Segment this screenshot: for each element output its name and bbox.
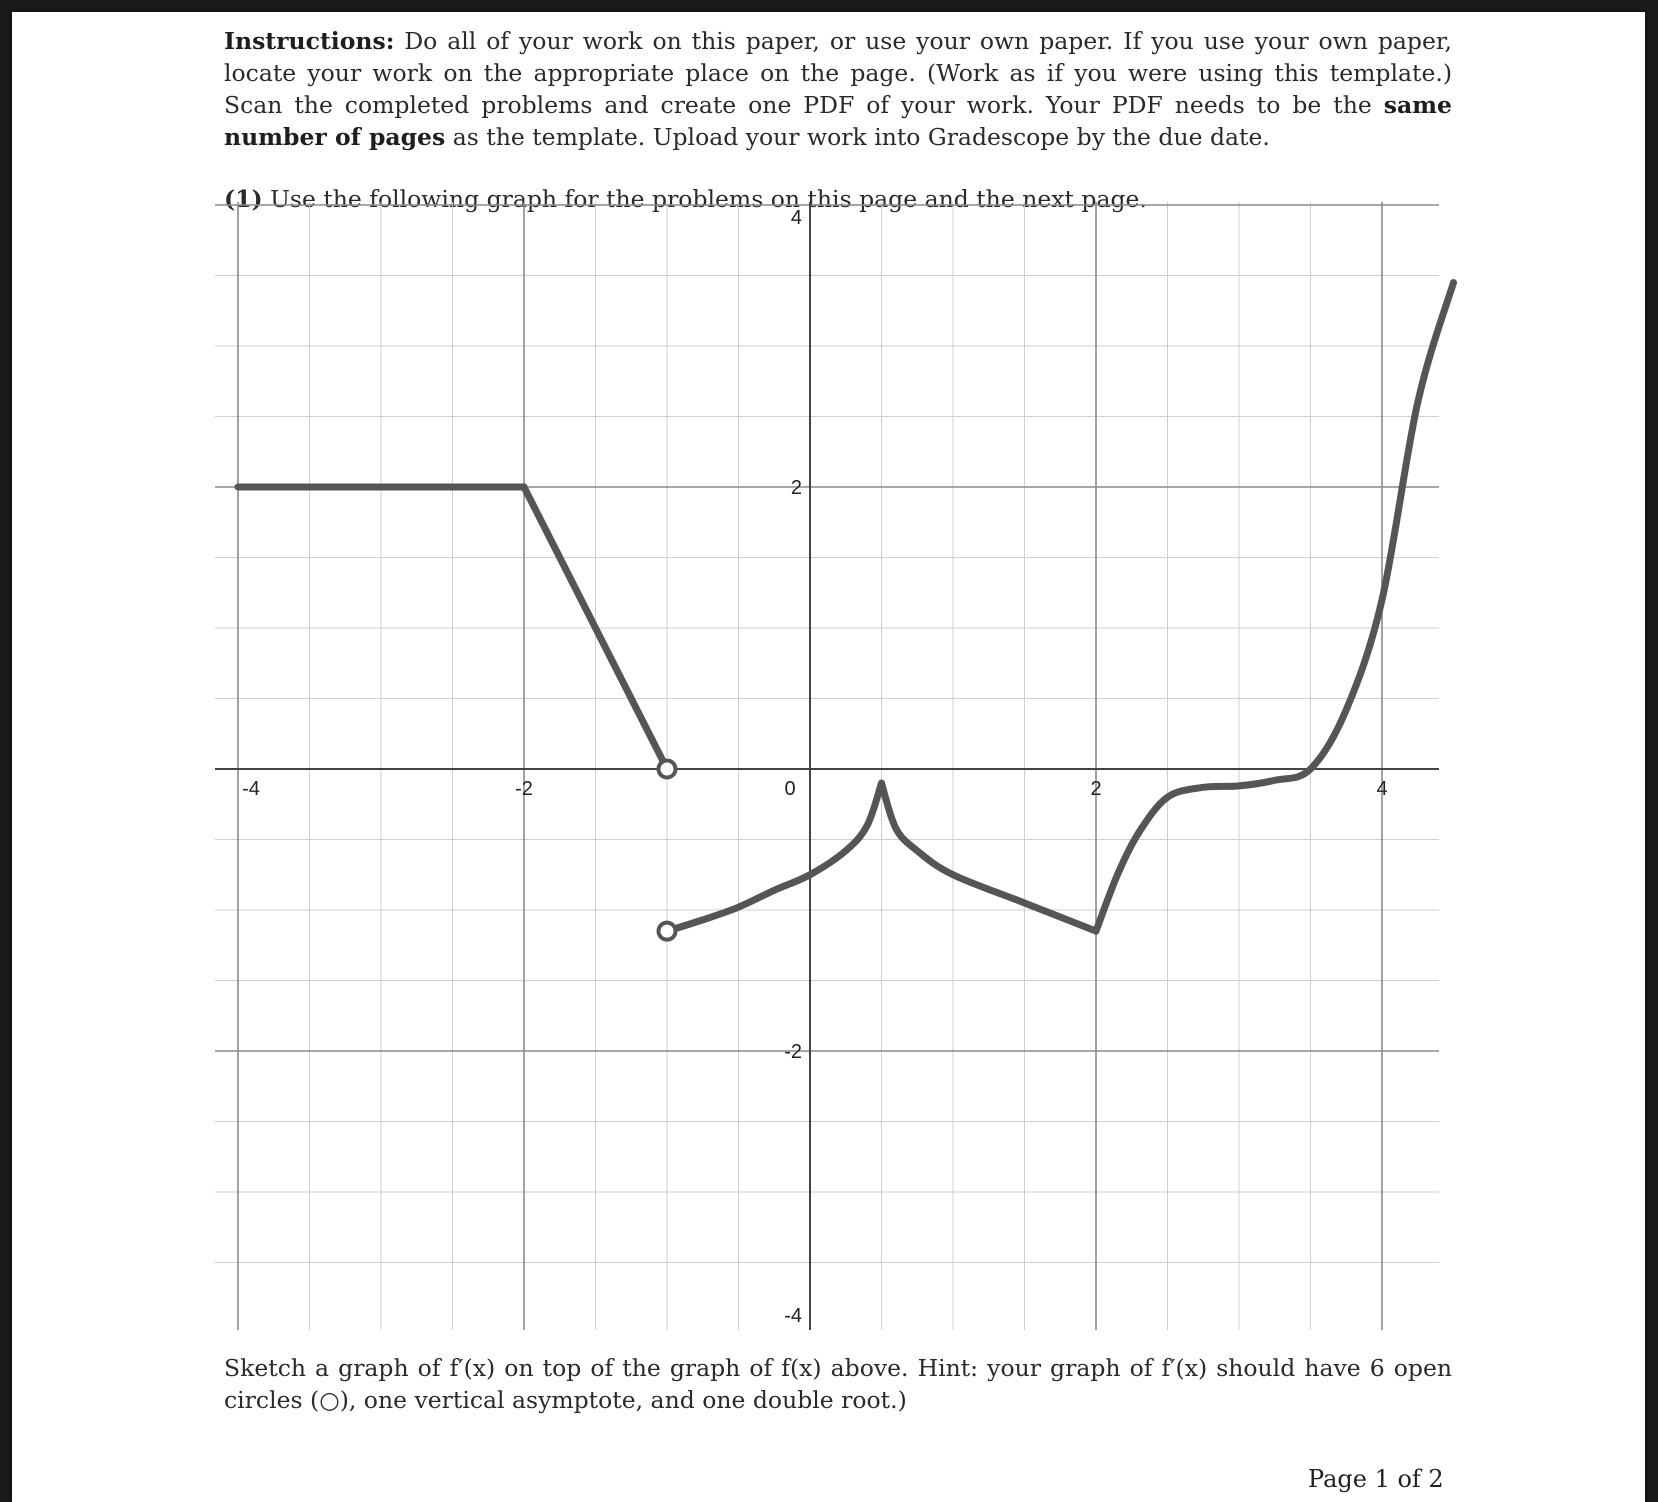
problem-text: Use the following graph for the problems on this page and the next page. — [270, 185, 1147, 213]
instructions-label: Instructions: — [224, 27, 395, 55]
instructions-line-1: Do all of your work on this paper, or use your own paper. If you use your own — [404, 27, 1368, 55]
x-tick-label: 2 — [1090, 778, 1102, 800]
instructions-emphasis: same number of pages — [224, 91, 1452, 151]
y-tick-label: 2 — [790, 477, 802, 499]
function-graph — [12, 12, 1645, 1342]
x-tick-label: -2 — [515, 778, 533, 800]
open-circle — [659, 761, 676, 778]
function-curve — [882, 783, 1097, 931]
axes — [215, 202, 1439, 1330]
tick-labels — [242, 207, 1387, 1327]
major-grid — [215, 202, 1439, 1330]
instructions-line-4-start: be the — [1292, 91, 1372, 119]
x-tick-label: 0 — [784, 778, 796, 800]
y-tick-label: -2 — [784, 1041, 802, 1063]
minor-grid — [215, 202, 1439, 1330]
x-tick-label: -4 — [242, 778, 260, 800]
page-number: Page 1 of 2 — [1308, 1465, 1444, 1493]
instructions-line-2: paper, locate your work on the appropriate place on the page. (Work as if you were using this — [224, 27, 1452, 87]
sketch-line-2: 6 open circles (○), one vertical asymptote, and one double root.) — [224, 1354, 1452, 1414]
sketch-line-1: Sketch a graph of f′(x) on top of the graph of f(x) above. Hint: your graph of f′(x) should have — [224, 1354, 1361, 1382]
x-tick-label: 4 — [1376, 778, 1388, 800]
instructions-line-3: template.) Scan the completed problems and create one PDF of your work. Your PDF needs to — [224, 59, 1452, 119]
y-tick-label: -4 — [784, 1305, 802, 1327]
sketch-instructions — [224, 1352, 1452, 1416]
instructions-line-4-end: as the template. Upload your work into Gradescope by the due date. — [452, 123, 1270, 151]
function-curve — [667, 783, 882, 931]
y-tick-label: 4 — [790, 207, 802, 229]
function-curve — [1096, 283, 1454, 932]
open-circle — [659, 923, 676, 940]
graph-curves — [238, 283, 1454, 932]
worksheet-page — [12, 12, 1645, 1502]
problem-number: (1) — [224, 185, 263, 213]
